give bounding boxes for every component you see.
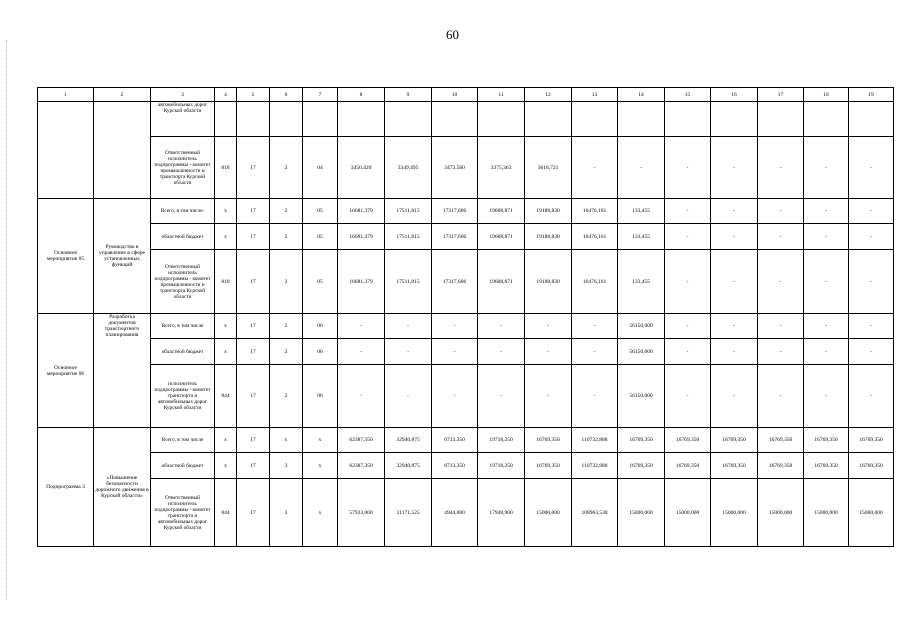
- data-cell: [665, 102, 711, 137]
- table-row: [38, 224, 894, 250]
- data-cell: 2: [270, 339, 303, 365]
- table-row: [38, 250, 894, 314]
- data-cell: -: [758, 199, 804, 224]
- data-cell: 16769,350: [525, 428, 572, 453]
- data-cell: -: [804, 137, 849, 199]
- data-cell: 2: [270, 365, 303, 428]
- data-cell: -: [758, 250, 804, 314]
- row-label: Ответственный исполнитель подпрограммы - комитет промышленности и транспорта Курской области: [151, 137, 215, 199]
- data-cell: 15000,000: [804, 479, 849, 547]
- data-cell: 110732,888: [572, 453, 618, 479]
- data-cell: [804, 102, 849, 137]
- header-cell: 18: [804, 88, 849, 102]
- data-cell: 05: [303, 199, 338, 224]
- data-cell: 19608,871: [478, 199, 525, 224]
- data-cell: 133,455: [618, 224, 665, 250]
- data-cell: x: [270, 428, 303, 453]
- data-cell: -: [711, 339, 758, 365]
- data-cell: 16769,350: [618, 453, 665, 479]
- data-cell: 17: [237, 339, 270, 365]
- data-cell: 818: [215, 250, 237, 314]
- data-cell: 17: [237, 137, 270, 199]
- data-cell: -: [665, 199, 711, 224]
- header-row: [38, 88, 894, 102]
- data-cell: 16769,350: [711, 453, 758, 479]
- data-cell: [432, 102, 478, 137]
- data-cell: 16769,350: [849, 428, 894, 453]
- data-cell: 2: [270, 137, 303, 199]
- row-label: областной бюджет: [151, 339, 215, 365]
- data-cell: 2: [270, 250, 303, 314]
- data-cell: -: [665, 224, 711, 250]
- data-cell: x: [215, 199, 237, 224]
- header-cell: 16: [711, 88, 758, 102]
- data-cell: 16769,350: [804, 428, 849, 453]
- header-cell: 11: [478, 88, 525, 102]
- data-cell: x: [303, 453, 338, 479]
- data-cell: 16769,350: [758, 428, 804, 453]
- event-name-cell: Основное мероприятие 05: [38, 199, 94, 314]
- data-cell: 56150,000: [618, 314, 665, 339]
- data-cell: 19718,250: [478, 428, 525, 453]
- data-cell: -: [804, 199, 849, 224]
- data-cell: [572, 102, 618, 137]
- header-cell: 2: [94, 88, 151, 102]
- data-cell: -: [665, 365, 711, 428]
- data-cell: 56150,000: [618, 339, 665, 365]
- header-cell: 14: [618, 88, 665, 102]
- event-name-cell: Подпрограмма 3: [38, 428, 94, 547]
- data-cell: x: [215, 339, 237, 365]
- header-cell: 1: [38, 88, 94, 102]
- data-cell: -: [385, 314, 432, 339]
- table-row: [38, 339, 894, 365]
- data-cell: -: [478, 365, 525, 428]
- data-cell: 17317,606: [432, 224, 478, 250]
- data-cell: -: [849, 250, 894, 314]
- data-cell: 3: [270, 453, 303, 479]
- data-cell: 16769,350: [804, 453, 849, 479]
- data-cell: 06: [303, 365, 338, 428]
- data-cell: x: [303, 428, 338, 453]
- data-cell: -: [804, 314, 849, 339]
- data-cell: 62387,350: [338, 453, 385, 479]
- header-cell: 7: [303, 88, 338, 102]
- data-cell: -: [849, 365, 894, 428]
- data-cell: 16769,350: [618, 428, 665, 453]
- row-label: автомобильных дорог Курской области: [151, 102, 215, 137]
- data-cell: 05: [303, 250, 338, 314]
- data-cell: 16681,379: [338, 250, 385, 314]
- data-cell: 17: [237, 224, 270, 250]
- data-cell: 17: [237, 365, 270, 428]
- data-cell: 3618,721: [525, 137, 572, 199]
- data-cell: 3375,363: [478, 137, 525, 199]
- data-cell: 15000,000: [711, 479, 758, 547]
- table-row: [38, 314, 894, 339]
- data-cell: 110732,888: [572, 428, 618, 453]
- event-title-cell: «Повышение безопасности дорожного движения в Курской области»: [94, 428, 151, 547]
- data-cell: 2: [270, 224, 303, 250]
- data-cell: -: [665, 250, 711, 314]
- data-cell: 2: [270, 314, 303, 339]
- data-cell: [270, 102, 303, 137]
- binding-margin-line: [6, 40, 8, 600]
- data-cell: -: [711, 137, 758, 199]
- data-cell: 108963,538: [572, 479, 618, 547]
- data-cell: [478, 102, 525, 137]
- data-cell: 15000,000: [849, 479, 894, 547]
- row-label: Ответственный исполнитель подпрограммы - комитет транспорта и автомобильных дорог Курской области: [151, 479, 215, 547]
- data-cell: -: [385, 365, 432, 428]
- header-cell: 6: [270, 88, 303, 102]
- data-cell: -: [849, 199, 894, 224]
- data-cell: -: [711, 314, 758, 339]
- table-row: [38, 102, 894, 137]
- data-cell: 16769,350: [665, 428, 711, 453]
- header-cell: 9: [385, 88, 432, 102]
- data-cell: x: [215, 314, 237, 339]
- data-cell: 32940,875: [385, 428, 432, 453]
- data-cell: -: [758, 365, 804, 428]
- row-label: Всего, в том числе:: [151, 199, 215, 224]
- header-cell: 5: [237, 88, 270, 102]
- data-cell: 17511,815: [385, 224, 432, 250]
- data-cell: -: [572, 314, 618, 339]
- row-label: Всего, в том числе: [151, 428, 215, 453]
- data-cell: 17511,815: [385, 199, 432, 224]
- data-cell: -: [525, 339, 572, 365]
- data-cell: 19188,830: [525, 250, 572, 314]
- data-cell: [385, 102, 432, 137]
- table-row: [38, 479, 894, 547]
- data-cell: 16769,350: [849, 453, 894, 479]
- data-cell: -: [338, 339, 385, 365]
- data-cell: 19188,830: [525, 199, 572, 224]
- header-cell: 13: [572, 88, 618, 102]
- row-label: областной бюджет: [151, 224, 215, 250]
- data-cell: 16769,350: [711, 428, 758, 453]
- data-cell: 19718,250: [478, 453, 525, 479]
- data-cell: [849, 102, 894, 137]
- data-cell: 31171,525: [385, 479, 432, 547]
- data-cell: 06: [303, 314, 338, 339]
- data-cell: -: [572, 137, 618, 199]
- data-cell: 57933,000: [338, 479, 385, 547]
- data-cell: -: [572, 339, 618, 365]
- data-cell: 15000,000: [665, 479, 711, 547]
- data-cell: -: [849, 137, 894, 199]
- data-cell: -: [338, 314, 385, 339]
- header-cell: 4: [215, 88, 237, 102]
- data-cell: 2: [270, 199, 303, 224]
- header-cell: 8: [338, 88, 385, 102]
- data-cell: [338, 102, 385, 137]
- data-cell: -: [478, 314, 525, 339]
- data-cell: 16681,379: [338, 224, 385, 250]
- data-cell: x: [303, 479, 338, 547]
- data-cell: -: [338, 365, 385, 428]
- data-cell: 15000,000: [618, 479, 665, 547]
- data-cell: -: [525, 314, 572, 339]
- data-cell: -: [758, 339, 804, 365]
- data-cell: 818: [215, 137, 237, 199]
- data-cell: [711, 102, 758, 137]
- header-cell: 10: [432, 88, 478, 102]
- data-cell: 32940,875: [385, 453, 432, 479]
- event-title-cell: Руководство в управление в сфере установленных функций: [94, 199, 151, 314]
- data-cell: -: [711, 250, 758, 314]
- data-cell: 3: [270, 479, 303, 547]
- data-cell: -: [618, 137, 665, 199]
- data-cell: [303, 102, 338, 137]
- data-cell: 04: [303, 137, 338, 199]
- data-cell: 16476,161: [572, 199, 618, 224]
- data-cell: [618, 102, 665, 137]
- data-cell: 16681,379: [338, 199, 385, 224]
- data-cell: 17: [237, 250, 270, 314]
- data-cell: 4944,000: [432, 479, 478, 547]
- data-cell: x: [215, 453, 237, 479]
- table-row: [38, 428, 894, 453]
- data-cell: -: [849, 224, 894, 250]
- data-cell: -: [849, 339, 894, 365]
- data-cell: -: [711, 224, 758, 250]
- data-cell: -: [849, 314, 894, 339]
- table-row: [38, 453, 894, 479]
- data-cell: 133,455: [618, 250, 665, 314]
- data-cell: x: [215, 428, 237, 453]
- data-cell: -: [711, 199, 758, 224]
- data-cell: 17: [237, 479, 270, 547]
- row-label: исполнитель подпрограммы - комитет транспорта и автомобильных дорог Курской области: [151, 365, 215, 428]
- data-cell: 15000,000: [525, 479, 572, 547]
- data-cell: [525, 102, 572, 137]
- data-cell: 15000,000: [758, 479, 804, 547]
- data-cell: 16769,350: [665, 453, 711, 479]
- data-cell: 844: [215, 479, 237, 547]
- header-cell: 12: [525, 88, 572, 102]
- data-cell: -: [665, 137, 711, 199]
- data-cell: 56150,000: [618, 365, 665, 428]
- event-title-cell: [94, 102, 151, 199]
- data-cell: 17: [237, 199, 270, 224]
- page-number: 60: [446, 27, 459, 42]
- data-cell: -: [804, 224, 849, 250]
- data-cell: -: [432, 339, 478, 365]
- data-cell: 19608,871: [478, 224, 525, 250]
- data-cell: -: [385, 339, 432, 365]
- data-cell: -: [804, 365, 849, 428]
- data-cell: -: [665, 314, 711, 339]
- header-cell: 19: [849, 88, 894, 102]
- data-cell: -: [478, 339, 525, 365]
- data-cell: [215, 102, 237, 137]
- data-cell: 19608,871: [478, 250, 525, 314]
- data-cell: 844: [215, 365, 237, 428]
- data-cell: -: [804, 339, 849, 365]
- data-cell: -: [432, 314, 478, 339]
- event-name-cell: [38, 102, 94, 199]
- data-cell: x: [215, 224, 237, 250]
- data-cell: 17948,900: [478, 479, 525, 547]
- data-cell: 16769,350: [525, 453, 572, 479]
- data-cell: 05: [303, 224, 338, 250]
- data-cell: -: [758, 137, 804, 199]
- data-cell: 16769,350: [758, 453, 804, 479]
- data-cell: [237, 102, 270, 137]
- data-cell: 17: [237, 314, 270, 339]
- data-cell: 133,455: [618, 199, 665, 224]
- data-cell: 17: [237, 428, 270, 453]
- data-cell: 3349,495: [385, 137, 432, 199]
- data-cell: 6713,350: [432, 453, 478, 479]
- data-cell: -: [804, 250, 849, 314]
- data-cell: 6713,350: [432, 428, 478, 453]
- header-cell: 3: [151, 88, 215, 102]
- row-label: Всего, в том числе: [151, 314, 215, 339]
- data-cell: 16476,161: [572, 250, 618, 314]
- header-cell: 17: [758, 88, 804, 102]
- data-cell: [758, 102, 804, 137]
- data-cell: 17317,606: [432, 199, 478, 224]
- data-cell: 16476,161: [572, 224, 618, 250]
- row-label: областной бюджет: [151, 453, 215, 479]
- header-cell: 15: [665, 88, 711, 102]
- data-cell: 17511,815: [385, 250, 432, 314]
- data-cell: -: [665, 339, 711, 365]
- data-cell: 3473,560: [432, 137, 478, 199]
- data-cell: -: [525, 365, 572, 428]
- table-row: [38, 199, 894, 224]
- data-cell: 62387,350: [338, 428, 385, 453]
- event-name-cell: Основное мероприятие 06: [38, 314, 94, 428]
- event-title-cell: Разработка документов транспортного планирования: [94, 314, 151, 428]
- data-cell: -: [758, 224, 804, 250]
- data-cell: 3450,420: [338, 137, 385, 199]
- table-row: [38, 365, 894, 428]
- table-row: [38, 137, 894, 199]
- data-cell: -: [758, 314, 804, 339]
- data-cell: 17: [237, 453, 270, 479]
- data-cell: -: [711, 365, 758, 428]
- data-cell: 17317,606: [432, 250, 478, 314]
- data-cell: -: [432, 365, 478, 428]
- row-label: Ответственный исполнитель подпрограммы - комитет промышленности и транспорта Курской области: [151, 250, 215, 314]
- budget-table: [37, 87, 894, 547]
- data-cell: 19188,830: [525, 224, 572, 250]
- data-cell: 06: [303, 339, 338, 365]
- data-cell: -: [572, 365, 618, 428]
